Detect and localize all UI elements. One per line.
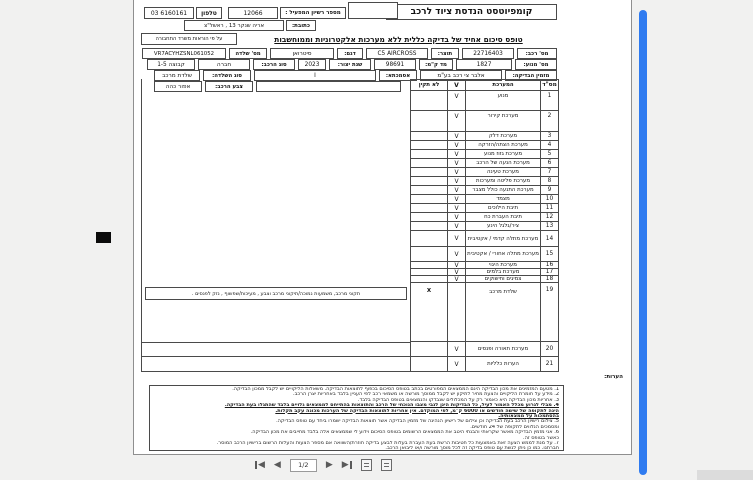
engine-number-label: מס' מנוע: — [515, 59, 557, 70]
chassis-value: VR7ACYHZSNL061052 — [142, 48, 226, 59]
note-line: כאשר בטופס זה. — [523, 435, 559, 441]
bad-mark — [410, 186, 447, 195]
bad-mark — [410, 91, 447, 111]
row-num: 8 — [540, 177, 559, 186]
vehicle-row-specs — [146, 59, 557, 70]
page-navigation-toolbar — [255, 456, 392, 474]
system-name: מערכת דלק — [465, 132, 540, 141]
color-value: אפור כהה — [154, 81, 202, 92]
bad-mark — [410, 231, 447, 247]
system-name: מערכת קירור — [465, 111, 540, 132]
system-name: הערות כלליות — [465, 357, 540, 372]
reference-label: אסמכתא: — [379, 70, 417, 81]
table-row — [142, 186, 559, 195]
make-value: C5 AIRCROSS — [366, 48, 428, 59]
ok-mark: V — [447, 342, 465, 357]
table-row — [142, 262, 559, 269]
chassis-type-value: שלדת מרכב — [154, 70, 200, 81]
reference-value: I — [254, 70, 376, 81]
row-num: 10 — [540, 195, 559, 204]
save-icon[interactable] — [361, 459, 372, 471]
system-name: מערכת גזוז מנוע — [465, 150, 540, 159]
bad-mark — [410, 262, 447, 269]
address-label: כתובת: — [286, 20, 316, 31]
row-num: 14 — [540, 231, 559, 247]
table-row — [142, 357, 559, 372]
model-value: סיטרואן — [270, 48, 334, 59]
ok-mark: V — [447, 177, 465, 186]
operator-license-label: מספר רשיון המפעיל : — [280, 7, 346, 19]
orderer-value: אלבר צי רכב בע"מ — [420, 70, 502, 81]
row-num: 11 — [540, 204, 559, 213]
bad-mark — [410, 342, 447, 357]
table-row — [142, 168, 559, 177]
vehicle-row-identity — [141, 48, 557, 59]
system-name: מערכת מתלה אחורי / אקטיבית — [465, 247, 540, 262]
page-indicator-input[interactable]: 1/2 — [290, 459, 317, 472]
row-num: 20 — [540, 342, 559, 357]
note-line: ומסמכים הנלווים לתקופה של 24 חודשים. — [470, 424, 559, 430]
operator-license-value: 12066 — [228, 7, 278, 19]
vehicle-type-value: חברה — [198, 59, 250, 70]
bad-mark — [410, 141, 447, 150]
bad-mark — [410, 159, 447, 168]
system-name: תיבת הילוכים — [465, 204, 540, 213]
last-page-button[interactable]: ▶ — [342, 461, 352, 470]
system-header: המערכת — [465, 79, 540, 91]
row-note: תקוני מרכב, משמעות נמוכה/תיקוני מרכב וצבע , מעיכות/שפשוף , נזק לפנסים . — [145, 287, 407, 300]
plate-label: מס' רכב: — [517, 48, 557, 59]
company-title: קומפיוטסט הנדסת ציוד לרכב — [386, 4, 557, 20]
vertical-scrollbar-thumb[interactable] — [639, 10, 647, 475]
row-num: 7 — [540, 168, 559, 177]
inspection-table — [141, 79, 558, 372]
note-line: הינה לתקופה של שישה חודשים או 6000 ק"מ, לפי המוקדם. אין אחריות לתוצאות הבדיקה של הערכות מכונה עקב תקלות. — [275, 408, 559, 414]
previous-page-button[interactable]: ◀ — [273, 459, 281, 470]
row-num: 18 — [540, 276, 559, 283]
ok-mark: V — [447, 150, 465, 159]
row-num: 5 — [540, 150, 559, 159]
ok-mark: V — [447, 111, 465, 132]
bad-mark — [410, 195, 447, 204]
row-num: 9 — [540, 186, 559, 195]
table-row — [142, 213, 559, 222]
form-title: טופס סיכום אחיד של בדיקה כללית ללא מערכות אלקטרוניות וממוחשבות — [274, 34, 523, 44]
ok-mark: V — [447, 204, 465, 213]
ok-mark: V — [447, 262, 465, 269]
statusbar-fragment — [697, 470, 753, 480]
engine-number-value: 1827 — [456, 59, 512, 70]
table-row — [142, 141, 559, 150]
ok-mark: V — [447, 186, 465, 195]
ok-mark: V — [447, 141, 465, 150]
bad-mark — [410, 213, 447, 222]
system-name: מערכת התנעה כולל מצבר — [465, 186, 540, 195]
color-label: צבע הרכב: — [205, 81, 253, 92]
row-num: 6 — [540, 159, 559, 168]
logo-placeholder-box — [348, 2, 398, 19]
bad-mark — [410, 150, 447, 159]
last-page-icon — [350, 461, 352, 469]
note-line: 7. על מנת לממש הצעה זאת באמצעות כל חטיבות הרשת בעת העברת בעלות לבצע בדיקה חוזרת/השוואה אם מספר הצעות והעלות הרשום ברישיון הרכב המוסר. — [216, 441, 559, 447]
note-line: 4. מבלי לגרוע מכלל האמור לעיל, כל הבדיקות הינן לגבי מצבו הנוכחי של הרכב והתוצאות בהתייחס לממצאים גלויים בלבד שהתגלו בעת הבדיקה. — [224, 403, 559, 409]
ok-mark: V — [447, 195, 465, 204]
num-header: מס"ד — [540, 79, 559, 91]
row-num: 21 — [540, 357, 559, 372]
row-num: 1 — [540, 91, 559, 111]
row-num: 15 — [540, 247, 559, 262]
bad-mark — [410, 222, 447, 231]
ok-mark: V — [447, 269, 465, 276]
table-row — [142, 276, 559, 283]
orderer-label: מזמין הבדיקה: — [505, 70, 557, 81]
ok-mark: V — [447, 276, 465, 283]
table-row — [142, 132, 559, 141]
odometer-label: מד ק"מ: — [419, 59, 453, 70]
row-num: 13 — [540, 222, 559, 231]
notes-column-header — [142, 79, 410, 91]
row-num: 3 — [540, 132, 559, 141]
table-row — [142, 222, 559, 231]
ok-mark — [447, 283, 465, 342]
phone-label: טלפון — [196, 7, 222, 19]
next-page-button[interactable]: ▶ — [325, 459, 333, 470]
table-row — [142, 195, 559, 204]
ok-mark: V — [447, 168, 465, 177]
note-line: חברתנו. כמו כן ניתן לגשת עם טופס בדיקה זה לכל מוסך מורשה ו/או ליבואן הרכב. — [385, 446, 559, 452]
system-name: מערכת הנעה של הרכב — [465, 159, 540, 168]
table-row — [142, 177, 559, 186]
document-page — [133, 0, 632, 455]
bad-mark — [410, 111, 447, 132]
table-row — [142, 231, 559, 247]
row-num: 16 — [540, 262, 559, 269]
row-num: 2 — [540, 111, 559, 132]
system-name: תיבת העברת כח — [465, 213, 540, 222]
bad-mark — [410, 357, 447, 372]
ok-header: V — [447, 79, 465, 91]
bad-mark — [410, 177, 447, 186]
ok-mark: V — [447, 222, 465, 231]
ok-mark: V — [447, 132, 465, 141]
plate-value: 22716403 — [462, 48, 514, 59]
group-value: קבוצה 1-5 — [147, 59, 195, 70]
row-num: 4 — [540, 141, 559, 150]
bad-mark — [410, 247, 447, 262]
notes-box — [149, 385, 564, 451]
phone-value: 03 6160161 — [144, 7, 194, 19]
table-row — [142, 204, 559, 213]
note-line: 5. צילום רישיון הרכב בעת הבדיקה וכן צילום של רישיון הנהיגה של מזמין הבדיקה אשר תוצאות הבדיקה ישמרו ביחד עם טופס הבדיקה. — [276, 419, 559, 425]
row-num: 12 — [540, 213, 559, 222]
system-name: מערכת פליטה ומערכות — [465, 177, 540, 186]
table-header-row — [142, 79, 559, 91]
table-row — [142, 342, 559, 357]
system-name: מערכת הצתה/הזרקה — [465, 141, 540, 150]
system-name: צמיגים וחישוקים — [465, 276, 540, 283]
table-row — [142, 91, 559, 111]
not-ok-header: לא תקין — [410, 79, 447, 91]
bad-mark — [410, 168, 447, 177]
ok-mark: V — [447, 91, 465, 111]
system-name: שלדת מרכב — [465, 283, 540, 342]
note-line: 3. אחריות מכון הבדיקה היא כאמור רק על המכלולים שנבדקו והנמצאים בטופס הבדיקה בלבד. — [357, 397, 559, 403]
row-num: 17 — [540, 269, 559, 276]
table-row — [142, 111, 559, 132]
system-name: מערכת בלמים — [465, 269, 540, 276]
make-label: תוצר: — [431, 48, 459, 59]
year-value: 2023 — [298, 59, 326, 70]
odometer-value: 98691 — [374, 59, 416, 70]
redaction-mark — [96, 232, 111, 243]
note-line: 2. מידע על חומרת הליקויים והצעת מחיר לתיקון יש לקבל ממוסך מורשה או משמאי רכב לפי העניין בלבד באחריות יצרן הרכב. — [293, 392, 559, 398]
year-label: שנת יצור: — [329, 59, 371, 70]
chassis-type-label: סוג השלדה: — [203, 70, 251, 81]
system-name: מערכת היגוי — [465, 262, 540, 269]
system-name: מצמד — [465, 195, 540, 204]
model-label: דגם: — [337, 48, 363, 59]
vehicle-type-label: סוג הרכב: — [253, 59, 295, 70]
system-name: מערכת מתלה קדמי / אקטיבית — [465, 231, 540, 247]
ok-mark: V — [447, 159, 465, 168]
notes-section-title: הערות: — [604, 374, 623, 380]
first-page-button[interactable]: ◀ — [255, 461, 265, 470]
note-line: 6. אני מזמין הבדיקה מאשר שקראתי והבנתי היטב את הממצאים הרשומים בטופס הסיכום וידוע לי שממצאים אלה בלבד מחייבים את מכון הבדיקה. — [250, 430, 559, 436]
bad-mark: X — [410, 283, 447, 342]
authority-note: על פי הוראות משרד התחבורה — [141, 33, 237, 45]
table-row — [142, 150, 559, 159]
print-icon[interactable] — [381, 459, 392, 471]
ok-mark: V — [447, 247, 465, 262]
address-value: אריה שנקר 13 , ראשל"צ — [184, 20, 284, 31]
ok-mark: V — [447, 357, 465, 372]
table-row — [142, 269, 559, 276]
table-row — [142, 159, 559, 168]
first-page-icon — [255, 461, 257, 469]
row-num: 19 — [540, 283, 559, 342]
table-row — [142, 283, 559, 342]
system-name: ציר/גלגל הינע — [465, 222, 540, 231]
system-name: מנוע — [465, 91, 540, 111]
table-row — [142, 247, 559, 262]
bad-mark — [410, 132, 447, 141]
ok-mark: V — [447, 231, 465, 247]
note-line: 1. מטעם המזמינים את מכון הבדיקה הינם הממצאים המפורטים בכתב בטופס הסיכום בכפוף לתוצאות הבדיקה. משאלות הליקויים יש לקבל ממכון הבדיקה. — [232, 387, 559, 392]
ok-mark: V — [447, 213, 465, 222]
chassis-label: מס' שלדה — [229, 48, 267, 59]
bad-mark — [410, 276, 447, 283]
bad-mark — [410, 269, 447, 276]
note-line: בהסתמכות על ממצאותיה. — [498, 414, 559, 420]
bad-mark — [410, 204, 447, 213]
system-name: מערכת תאורה ופנסים — [465, 342, 540, 357]
system-name: מערכת טעינה — [465, 168, 540, 177]
